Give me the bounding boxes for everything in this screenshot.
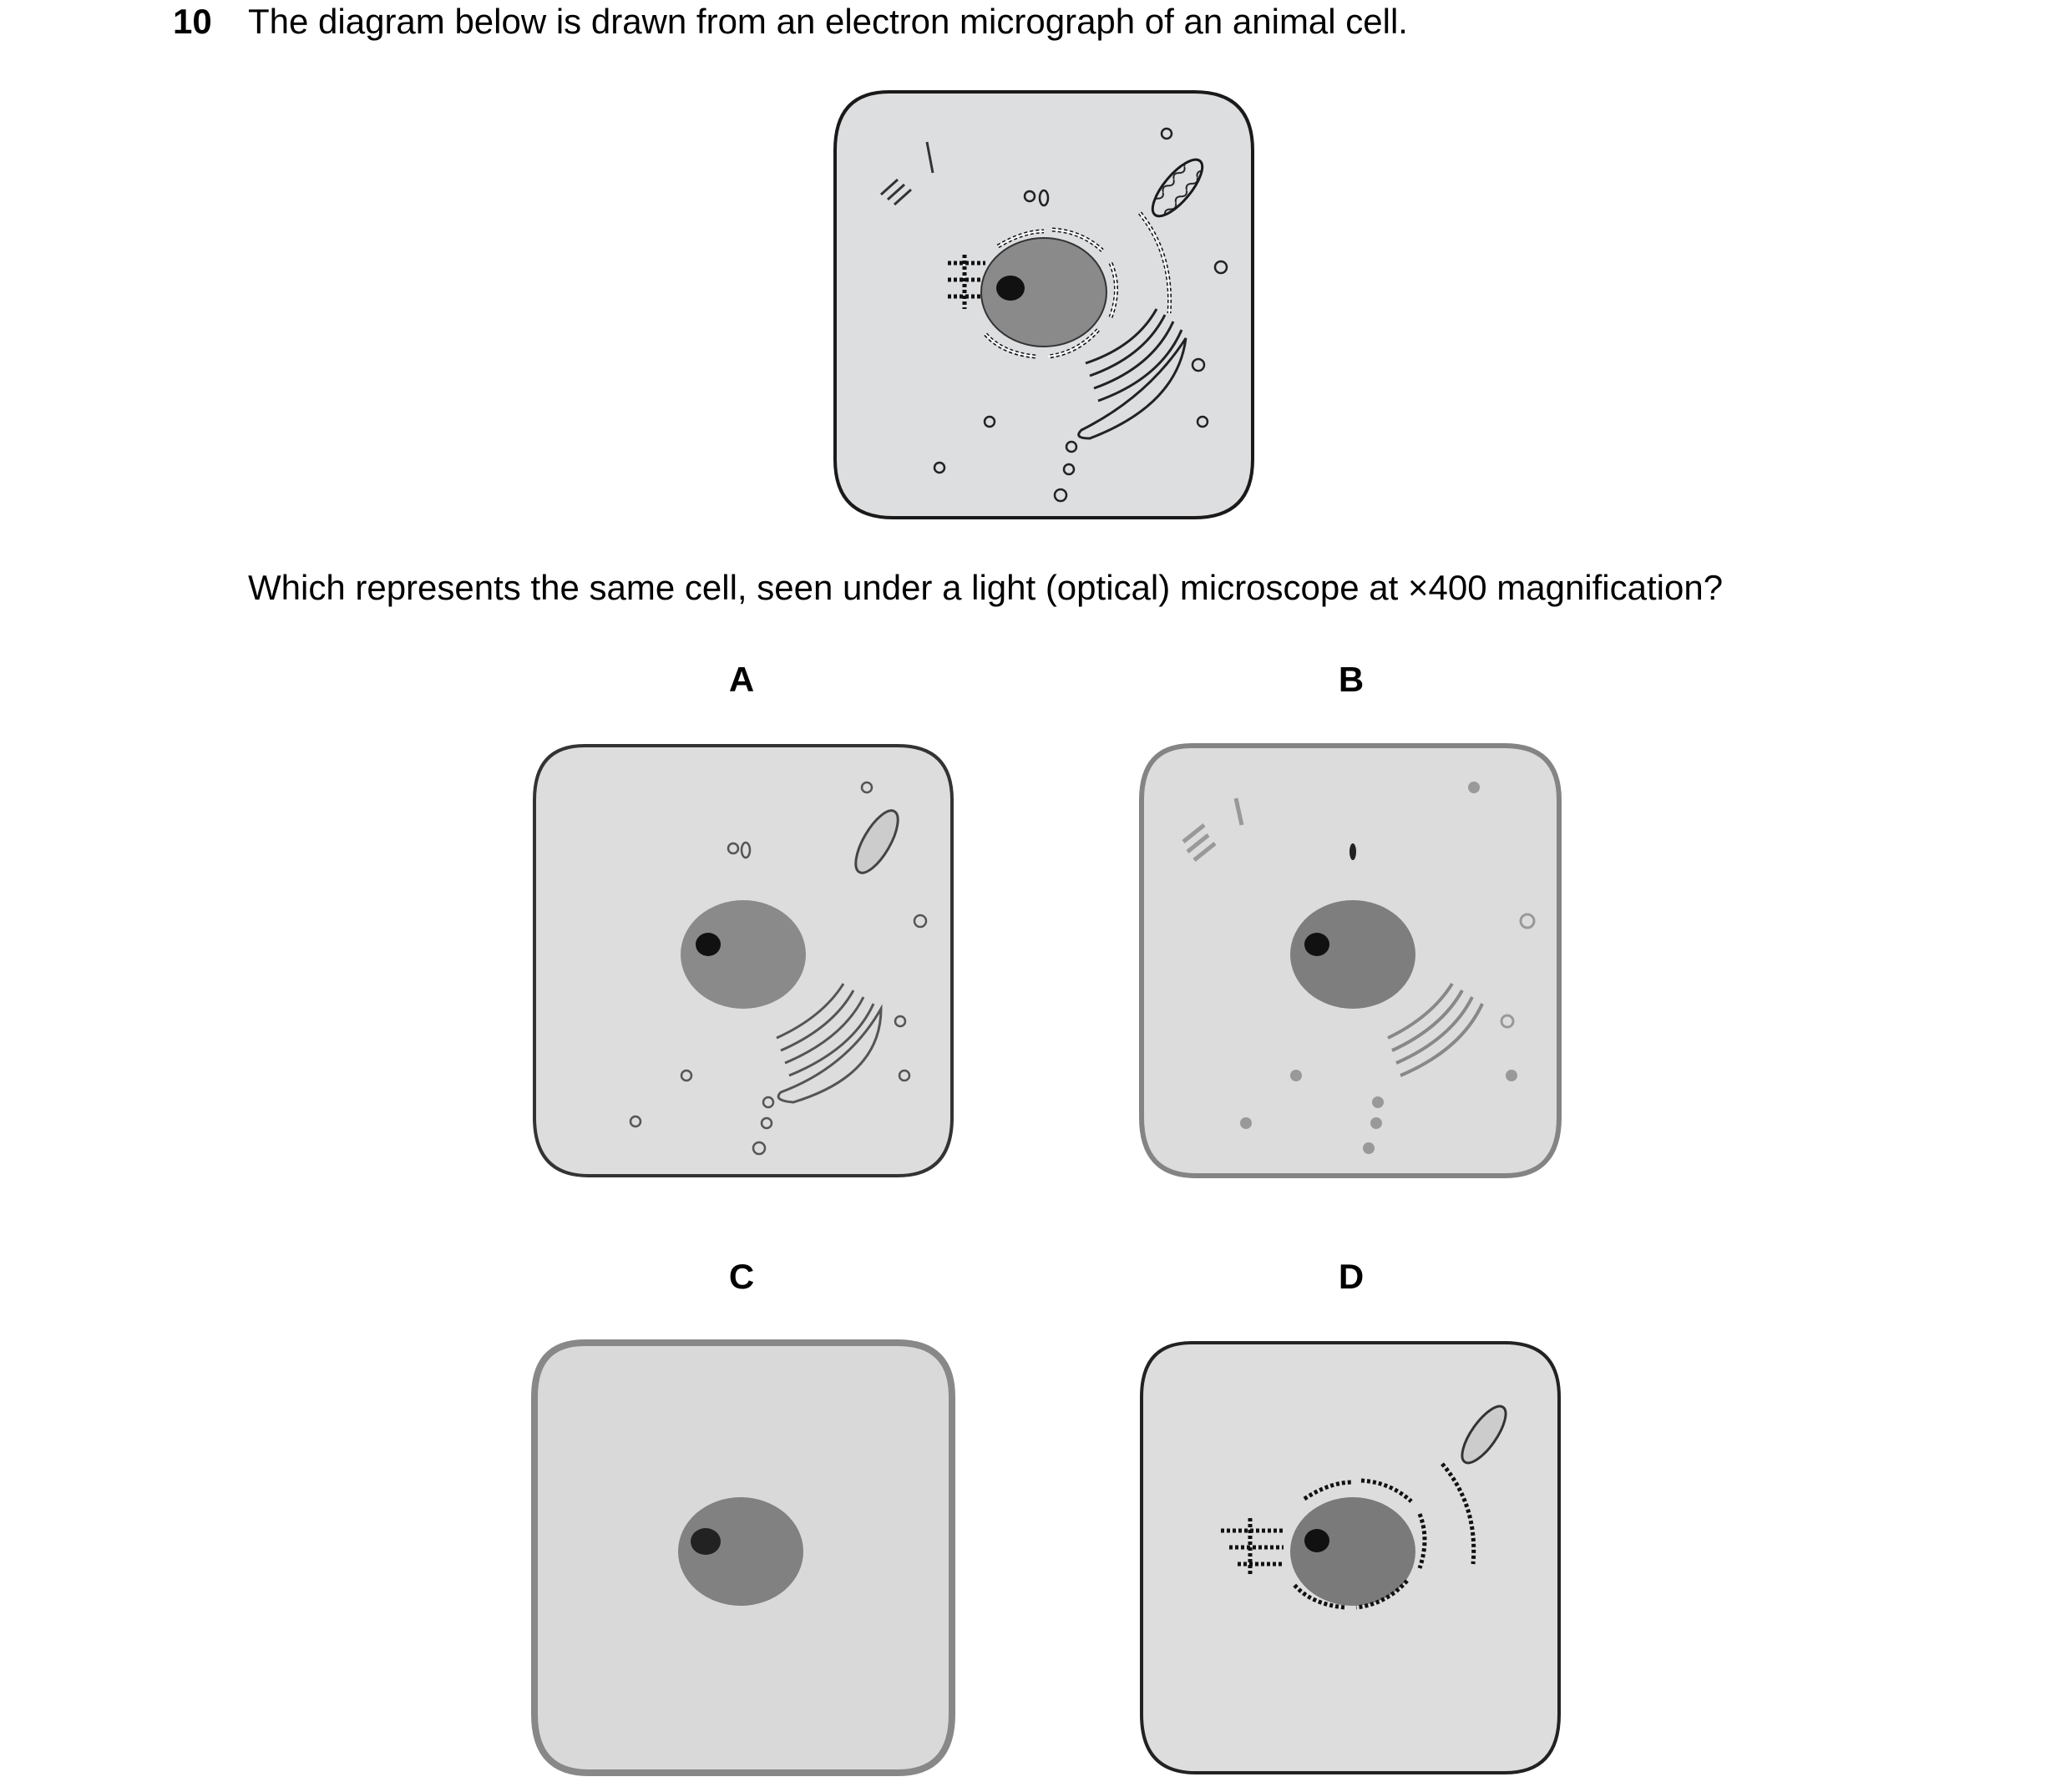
option-a-label: A <box>728 660 755 699</box>
option-a-cell[interactable] <box>530 742 956 1180</box>
option-b-cell[interactable] <box>1137 742 1565 1180</box>
nucleolus <box>996 276 1025 301</box>
question-prompt: Which represents the same cell, seen under a light (optical) microscope at ×400 magnification? <box>248 568 1724 607</box>
option-c-label: C <box>728 1257 755 1296</box>
option-d-cell[interactable] <box>1137 1339 1565 1777</box>
option-b-label: B <box>1338 660 1365 699</box>
question-number: 10 <box>173 2 212 41</box>
question-text: The diagram below is drawn from an electron micrograph of an animal cell. <box>248 2 1408 41</box>
option-c-cell[interactable] <box>530 1339 956 1777</box>
electron-micrograph-cell-diagram <box>831 88 1257 522</box>
option-d-label: D <box>1338 1257 1365 1296</box>
